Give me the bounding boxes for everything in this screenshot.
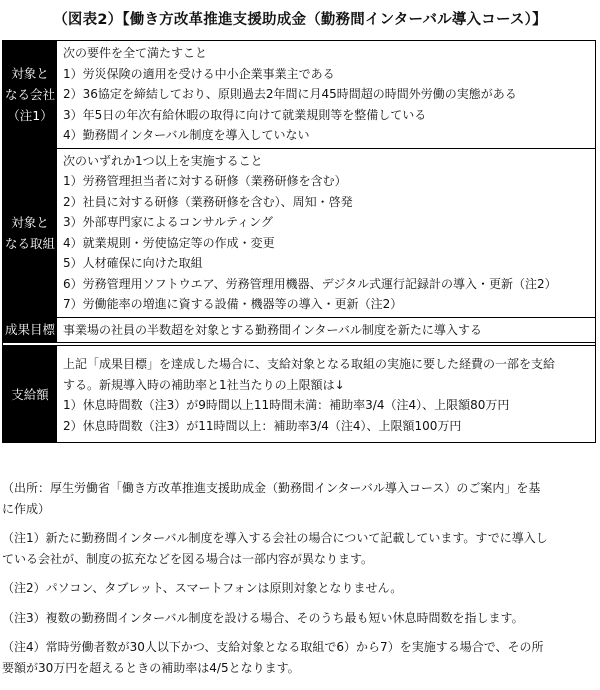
payment-amount-details xyxy=(57,346,595,442)
action-line: 4）就業規則・労使協定等の作成・変更 xyxy=(63,235,275,250)
note-3 xyxy=(2,608,596,629)
note-line: 要額が30万円を超えるときの補助率は4/5となります。 xyxy=(2,660,300,675)
note-2 xyxy=(2,578,596,599)
payment-line: 上記「成果目標」を達成した場合に、支給対象となる取組の実施に要した経費の一部を支給 xyxy=(63,357,556,371)
header-line: 対象と xyxy=(11,214,49,230)
header-line: 対象と xyxy=(11,65,49,81)
action-line: 1）労務管理担当者に対する研修（業務研修を含む） xyxy=(63,174,347,188)
row-header-eligible-actions xyxy=(3,149,57,317)
header-line: 支給額 xyxy=(11,386,49,402)
payment-line: する。新規導入時の補助率と1社当たりの上限額は↓ xyxy=(63,377,345,392)
action-line: 次のいずれか1つ以上を実施すること xyxy=(63,153,263,168)
note-line: （注3）複数の勤務間インターバル制度を設ける場合、そのうち最も短い休息時間数を指します。 xyxy=(2,610,524,625)
eligible-actions-list xyxy=(57,149,595,317)
requirement-line: 4）勤務間インターバル制度を導入していない xyxy=(63,128,310,142)
note-line: （注1）新たに勤務間インターバル制度を導入する会社の場合について記載しています。すでに導入し xyxy=(2,531,548,545)
note-line: （出所：厚生労働省「働き方改革推進支援助成金（勤務間インターバル導入コース）のご案内」を基 xyxy=(2,481,541,495)
action-line: 3）外部専門家によるコンサルティング xyxy=(63,215,273,229)
row-header-payment-amount xyxy=(3,346,57,442)
goal-line: 事業場の社員の半数超を対象とする勤務間インターバル制度を新たに導入する xyxy=(63,322,482,337)
page-title: （図表2）【働き方改革推進支援助成金（勤務間インターバル導入コース）】 xyxy=(53,12,547,28)
requirement-line: 2）36協定を締結しており、原則過去2年間に月45時間超の時間外労働の実態がある xyxy=(63,87,517,101)
note-source xyxy=(2,478,596,519)
footnotes xyxy=(2,478,596,678)
requirement-line: 1）労災保険の適用を受ける中小企業事業主である xyxy=(63,66,335,81)
action-line: 6）労務管理用ソフトウエア、労務管理用機器、デジタル式運行記録計の導入・更新（注2） xyxy=(63,276,557,291)
note-line: （注4）常時労働者数が30人以下かつ、支給対象となる取組で6）から7）を実施する場合で、その所 xyxy=(2,640,544,654)
payment-line: 1）休息時間数（注3）が9時間以上11時間未満：補助率3/4（注4）、上限額80万円 xyxy=(63,398,510,412)
row-header-outcome-goal xyxy=(3,318,57,343)
note-line: ている会社が、制度の拡充などを図る場合は一部内容が異なります。 xyxy=(2,551,374,566)
payment-line: 2）休息時間数（注3）が11時間以上：補助率3/4（注4）、上限額100万円 xyxy=(63,418,462,433)
action-line: 7）労働能率の増進に資する設備・機器等の導入・更新（注2） xyxy=(63,297,403,311)
note-1 xyxy=(2,528,596,569)
header-line: なる取組 xyxy=(5,235,56,251)
requirement-line: 次の要件を全て満たすこと xyxy=(63,46,208,60)
row-header-eligible-company xyxy=(3,41,57,148)
header-line: （注1） xyxy=(7,107,53,123)
eligible-company-requirements xyxy=(57,41,595,148)
note-line: に作成） xyxy=(2,501,51,516)
action-line: 5）人材確保に向けた取組 xyxy=(63,256,203,270)
row-outcome-goal xyxy=(3,318,595,347)
action-line: 2）社員に対する研修（業務研修を含む）、周知・啓発 xyxy=(63,194,353,209)
header-line: なる会社 xyxy=(5,86,56,102)
row-eligible-company xyxy=(3,41,595,149)
subsidy-table xyxy=(2,40,596,443)
row-eligible-actions xyxy=(3,149,595,318)
header-line: 成果目標 xyxy=(5,322,56,338)
row-payment-amount xyxy=(3,346,595,442)
note-line: （注2）パソコン、タブレット、スマートフォンは原則対象となりません。 xyxy=(2,581,403,595)
note-4 xyxy=(2,637,596,678)
outcome-goal-text xyxy=(57,318,595,343)
requirement-line: 3）年5日の年次有給休暇の取得に向けて就業規則等を整備している xyxy=(63,107,427,122)
